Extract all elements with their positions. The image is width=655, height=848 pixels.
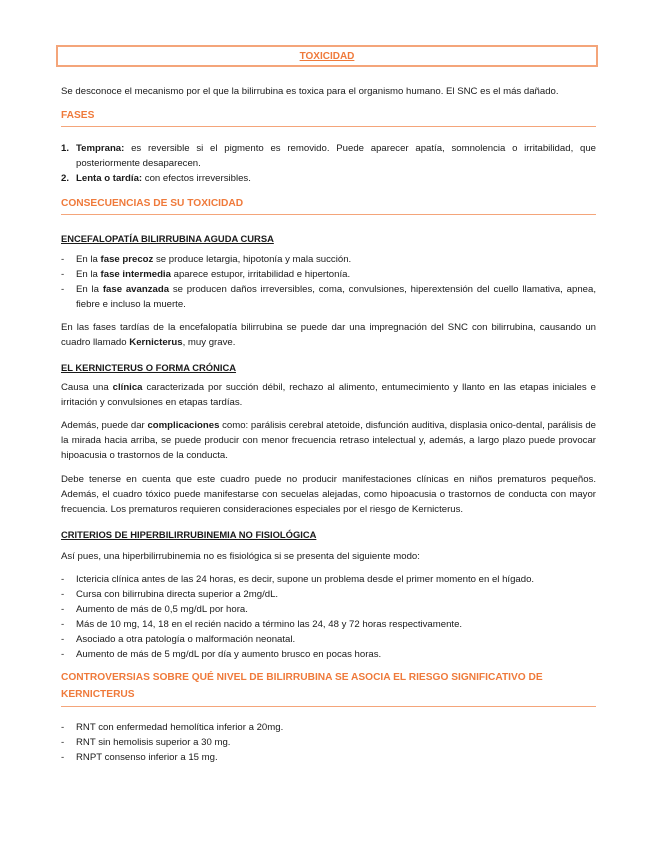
section-heading-consecuencias: CONSECUENCIAS DE SU TOXICIDAD — [61, 196, 596, 215]
dash-marker: - — [61, 254, 65, 265]
section-heading-controversias: CONTROVERSIAS SOBRE QUÉ NIVEL DE BILIRRUBINA SE ASOCIA EL RIESGO SIGNIFICATIVO DE KERNICTERUS — [61, 669, 596, 707]
list-number: 1. — [61, 143, 70, 154]
kernicterus-paragraph-2: Además, puede dar complicaciones como: parálisis cerebral atetoide, disfunción auditiva, displasia onico-dental, parálisis de la mirada hacia arriba, se puede producir con menor frecuencia retraso intelectual y, además, a largo plazo puede provocar hipoacusia o trastornos de la conducta. — [61, 420, 596, 461]
dash-marker: - — [61, 619, 65, 630]
fase-label: Lenta o tardía: — [76, 173, 143, 184]
subheading-encefalopatia: ENCEFALOPATÍA BILIRRUBINA AGUDA CURSA — [61, 233, 274, 244]
section-heading-fases: FASES — [61, 108, 596, 127]
dash-marker: - — [61, 752, 65, 763]
list-item: - RNPT consenso inferior a 15 mg. — [61, 752, 218, 763]
dash-marker: - — [61, 634, 65, 645]
kernicterus-paragraph-1: Causa una clínica caracterizada por succión débil, rechazo al alimento, entumecimiento y llanto en las etapas iniciales e irritación y convulsiones en etapas tardías. — [61, 382, 596, 408]
fase-label: Temprana: — [76, 143, 125, 154]
encefalopatia-paragraph: En las fases tardías de la encefalopatía bilirrubina se puede dar una impregnación del SNC con bilirrubina, causando un cuadro llamado Kernicterus, muy grave. — [61, 322, 596, 348]
dash-marker: - — [61, 269, 65, 280]
fases-list — [61, 141, 596, 186]
list-item: - RNT sin hemolisis superior a 30 mg. — [61, 737, 231, 748]
subheading-kernicterus: EL KERNICTERUS O FORMA CRÓNICA — [61, 362, 237, 373]
encefalopatia-list — [61, 252, 596, 312]
list-item: - RNT con enfermedad hemolítica inferior a 20mg. — [61, 722, 284, 733]
list-item: - Cursa con bilirrubina directa superior a 2mg/dL. — [61, 589, 279, 600]
title-box — [56, 45, 598, 67]
dash-marker: - — [61, 737, 65, 748]
dash-marker: - — [61, 604, 65, 615]
fases-item — [61, 171, 596, 186]
fase-text: con efectos irreversibles. — [142, 173, 251, 184]
controversias-list — [61, 720, 596, 765]
list-item: - Más de 10 mg, 14, 18 en el recién nacido a término las 24, 48 y 72 horas respectivamente. — [61, 619, 463, 630]
criterios-intro: Así pues, una hiperbilirrubinemia no es fisiológica si se presenta del siguiente modo: — [61, 551, 420, 562]
kernicterus-paragraph-3: Debe tenerse en cuenta que este cuadro puede no producir manifestaciones clínicas en niños prematuros pequeños. Además, el cuadro tóxico puede manifestarse con secuelas alejadas, como hipoacusia o trastornos de conducta con mayor frecuencia. Los prematuros requieren consideraciones especiales por el riesgo de Kernicterus. — [61, 474, 596, 515]
list-item: - En la fase avanzada se producen daños irreversibles, coma, convulsiones, hiperextensión del cuello llamativa, apnea, fiebre e incluso la muerte. — [61, 284, 596, 310]
dash-marker: - — [61, 722, 65, 733]
dash-marker: - — [61, 284, 65, 295]
dash-marker: - — [61, 574, 65, 585]
list-item: - Asociado a otra patología o malformación neonatal. — [61, 634, 296, 645]
document-title: TOXICIDAD — [299, 50, 355, 62]
list-item: - En la fase precoz se produce letargia, hipotonía y mala succión. — [61, 254, 352, 265]
fases-item — [61, 141, 596, 171]
intro-paragraph: Se desconoce el mecanismo por el que la bilirrubina es toxica para el organismo humano. El SNC es el más dañado. — [61, 86, 559, 97]
list-item: - Aumento de más de 5 mg/dL por día y aumento brusco en pocas horas. — [61, 649, 382, 660]
list-item: - Ictericia clínica antes de las 24 horas, es decir, supone un problema desde el primer momento en el hígado. — [61, 574, 535, 585]
list-item: - Aumento de más de 0,5 mg/dL por hora. — [61, 604, 248, 615]
dash-marker: - — [61, 589, 65, 600]
criterios-list — [61, 572, 596, 662]
dash-marker: - — [61, 649, 65, 660]
fase-text: es reversible si el pigmento es removido. Puede aparecer apatía, somnolencia o irritabilidad, que posteriormente desaparecen. — [76, 143, 596, 169]
list-number: 2. — [61, 173, 70, 184]
list-item: - En la fase intermedia aparece estupor, irritabilidad e hipertonía. — [61, 269, 351, 280]
subheading-criterios: CRITERIOS DE HIPERBILIRRUBINEMIA NO FISIOLÓGICA — [61, 529, 317, 540]
